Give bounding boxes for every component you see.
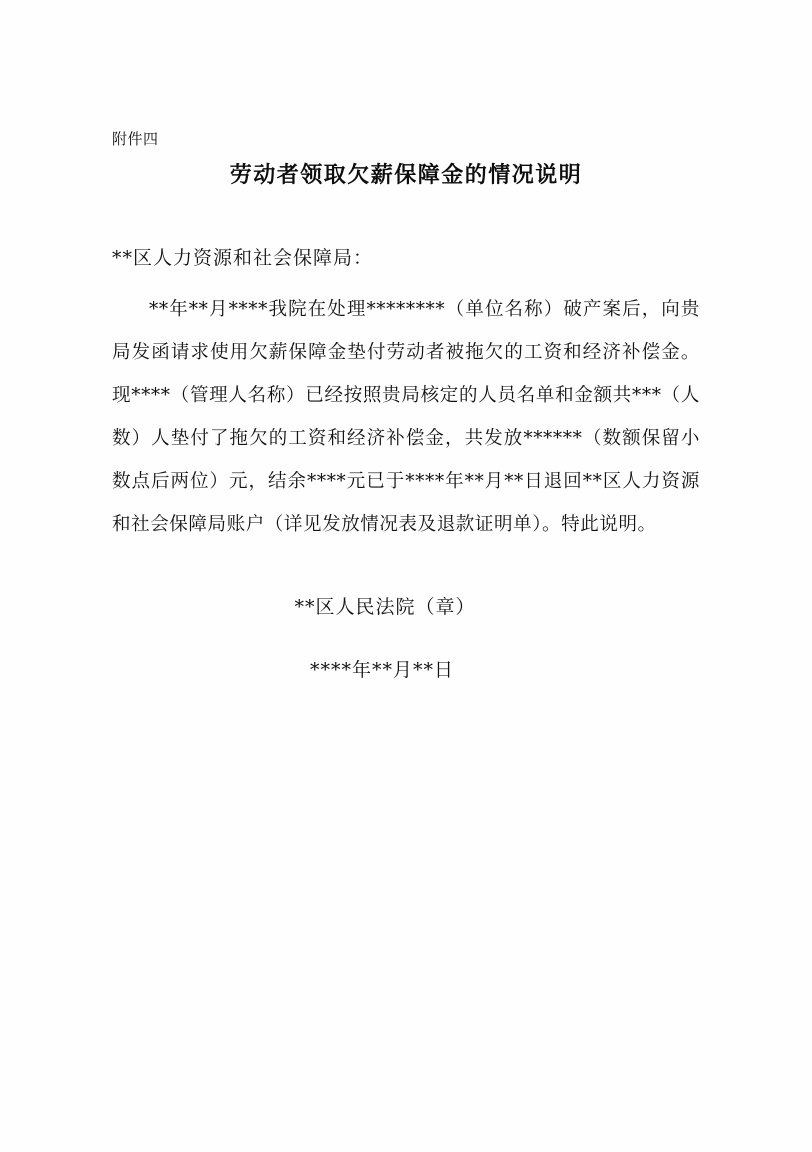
attachment-label: 附件四 bbox=[112, 130, 159, 148]
page-title: 劳动者领取欠薪保障金的情况说明 bbox=[229, 162, 583, 188]
signature-date: ****年**月**日 bbox=[309, 659, 454, 681]
signature-authority: **区人民法院（章） bbox=[294, 596, 476, 618]
body-paragraph: **年**月****我院在处理********（单位名称）破产案后，向贵局发函请求使用欠薪保障金垫付劳动者被拖欠的工资和经济补偿金。现****（管理人名称）已经按照贵局核定的人员名单和金额共***（人数）人垫付了拖欠的工资和经济补偿金，共发放******（数额保留小数点后两位）元，结余****元已于****年**月**日退回**区人力资源和社会保障局账户（详见发放情况表及退款证明单）。特此说明。 bbox=[112, 299, 700, 535]
recipient-line: **区人力资源和社会保障局： bbox=[112, 247, 374, 269]
signature-block bbox=[112, 592, 700, 682]
